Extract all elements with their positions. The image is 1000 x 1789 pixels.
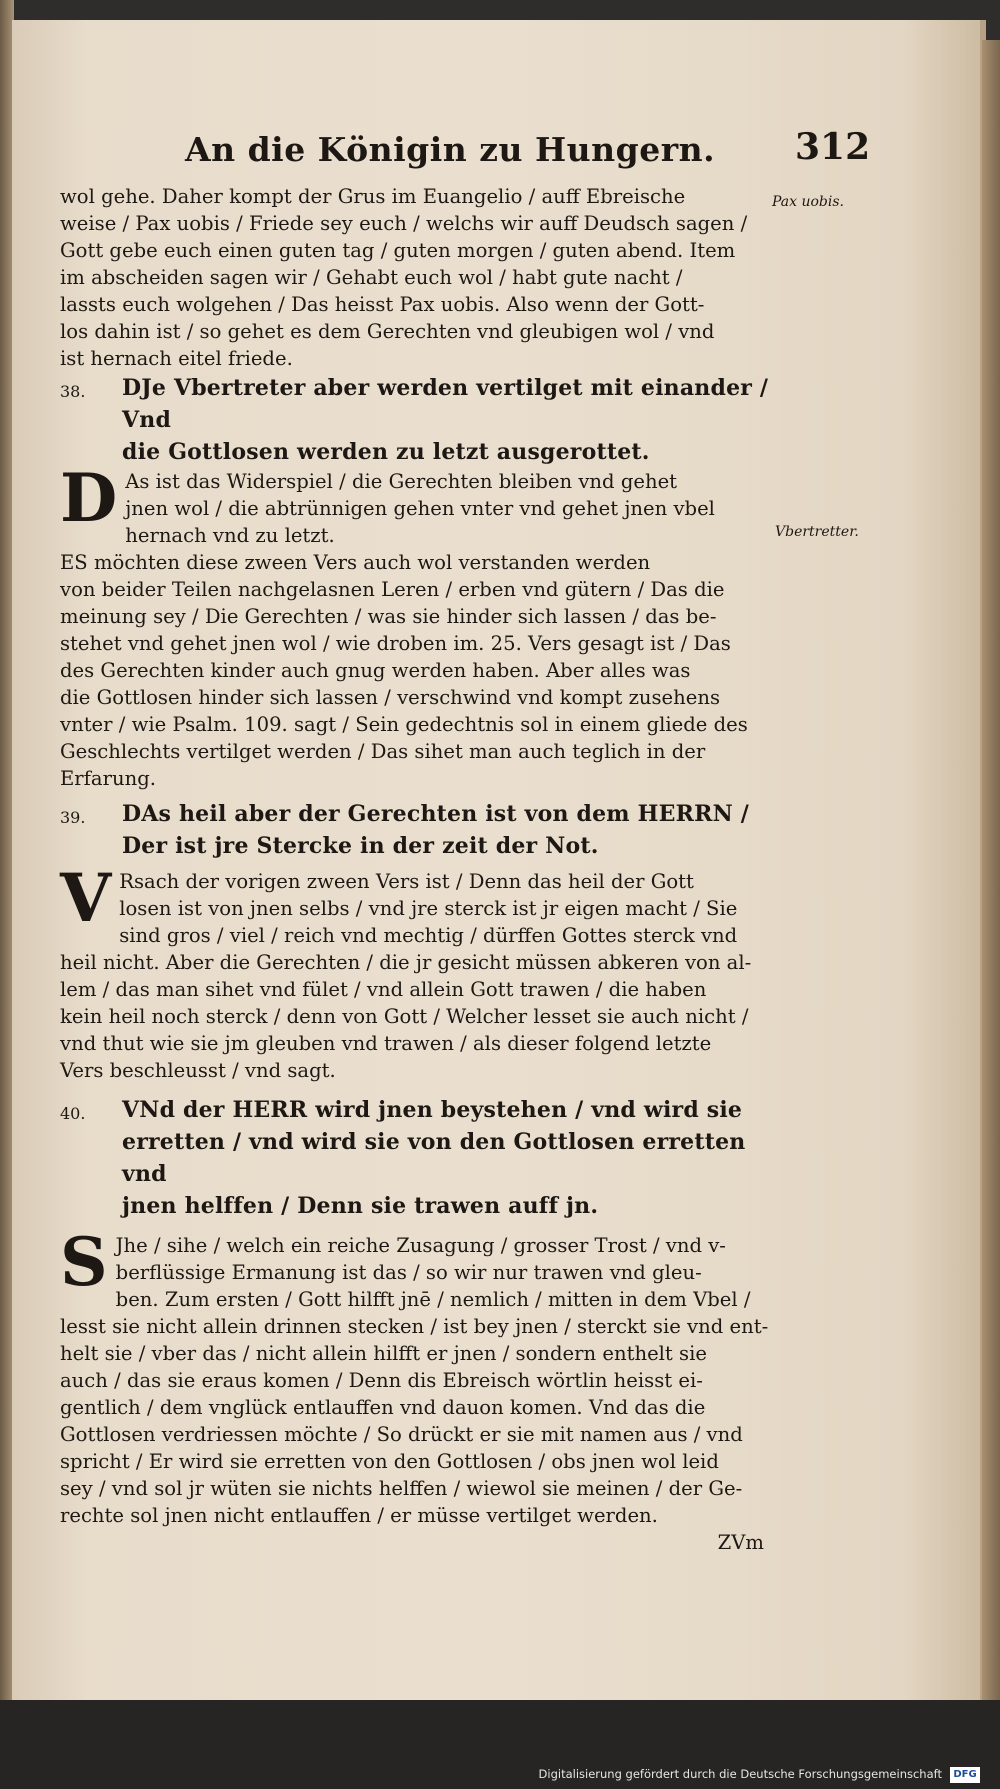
text-line: spricht / Er wird sie erretten von den Gottlosen / obs jnen wol leid xyxy=(60,1450,719,1473)
drop-cap: V xyxy=(60,859,112,937)
text-line: Erfarung. xyxy=(60,767,156,790)
verse-block xyxy=(60,1094,770,1222)
text-line: jnen wol / die abtrünnigen gehen vnter vnd gehet jnen vbel xyxy=(125,497,715,520)
verse-text xyxy=(122,798,749,862)
text-line: As ist das Widerspiel / die Gerechten bleiben vnd gehet xyxy=(125,470,678,493)
footer-strip xyxy=(0,1700,1000,1789)
verse-block xyxy=(60,798,770,862)
text-line: losen ist von jnen selbs / vnd jre sterck ist jr eigen macht / Sie xyxy=(119,897,738,920)
text-line: heil nicht. Aber die Gerechten / die jr gesicht müssen abkeren von al- xyxy=(60,951,752,974)
verse-number: 40. xyxy=(60,1104,86,1123)
running-head: An die Königin zu Hungern. xyxy=(185,130,716,169)
text-line: Rsach der vorigen zween Vers ist / Denn das heil der Gott xyxy=(119,870,694,893)
margin-note: Vbertretter. xyxy=(775,524,859,540)
verse-line: DJe Vbertreter aber werden vertilget mit einander / Vnd xyxy=(122,375,769,433)
paragraph xyxy=(60,183,770,372)
verse-line: DAs heil aber der Gerechten ist von dem HERRN / xyxy=(122,801,749,827)
paragraph xyxy=(60,459,770,549)
text-line: des Gerechten kinder auch gnug werden haben. Aber alles was xyxy=(60,659,691,682)
text-line: im abscheiden sagen wir / Gehabt euch wol / habt gute nacht / xyxy=(60,266,683,289)
text-line: Jhe / sihe / welch ein reiche Zusagung / grosser Trost / vnd v- xyxy=(115,1234,726,1257)
text-line: rechte sol jnen nicht entlauffen / er müsse vertilget werden. xyxy=(60,1504,658,1527)
drop-cap: S xyxy=(60,1223,108,1301)
verse-line: erretten / vnd wird sie von den Gottlosen erretten vnd xyxy=(122,1129,746,1187)
text-line: ist hernach eitel friede. xyxy=(60,347,293,370)
paragraph xyxy=(60,859,770,1084)
verse-number: 39. xyxy=(60,808,86,827)
text-line: helt sie / vber das / nicht allein hilfft er jnen / sondern enthelt sie xyxy=(60,1342,707,1365)
text-line: hernach vnd zu letzt. xyxy=(125,524,335,547)
text-line: Geschlechts vertilget werden / Das sihet man auch teglich in der xyxy=(60,740,706,763)
text-line: gentlich / dem vnglück entlauffen vnd dauon komen. Vnd das die xyxy=(60,1396,706,1419)
text-line: meinung sey / Die Gerechten / was sie hinder sich lassen / das be- xyxy=(60,605,717,628)
text-line: ES möchten diese zween Vers auch wol verstanden werden xyxy=(60,551,651,574)
verse-line: die Gottlosen werden zu letzt ausgerottet. xyxy=(122,439,650,465)
text-line: lassts euch wolgehen / Das heisst Pax uobis. Also wenn der Gott- xyxy=(60,293,705,316)
text-line: sind gros / viel / reich vnd mechtig / dürffen Gottes sterck vnd xyxy=(119,924,738,947)
text-line: wol gehe. Daher kompt der Grus im Euangelio / auff Ebreische xyxy=(60,185,686,208)
verse-line: Der ist jre Stercke in der zeit der Not. xyxy=(122,833,599,859)
text-line: stehet vnd gehet jnen wol / wie droben im. 25. Vers gesagt ist / Das xyxy=(60,632,731,655)
dfg-logo: DFG xyxy=(950,1767,980,1783)
text-line: berflüssige Ermanung ist das / so wir nur trawen vnd gleu- xyxy=(115,1261,702,1284)
text-line: auch / das sie eraus komen / Denn dis Ebreisch wörtlin heisst ei- xyxy=(60,1369,703,1392)
text-line: vnd thut wie sie jm gleuben vnd trawen / als dieser folgend letzte xyxy=(60,1032,712,1055)
text-line: los dahin ist / so gehet es dem Gerechten vnd gleubigen wol / vnd xyxy=(60,320,715,343)
text-line: die Gottlosen hinder sich lassen / verschwind vnd kompt zusehens xyxy=(60,686,721,709)
text-line: sey / vnd sol jr wüten sie nichts helffen / wiewol sie meinen / der Ge- xyxy=(60,1477,743,1500)
text-line: lesst sie nicht allein drinnen stecken / ist bey jnen / sterckt sie vnd ent- xyxy=(60,1315,769,1338)
text-line: von beider Teilen nachgelasnen Leren / erben vnd gütern / Das die xyxy=(60,578,725,601)
catchword: ZVm xyxy=(717,1531,764,1554)
text-line: Gott gebe euch einen guten tag / guten morgen / guten abend. Item xyxy=(60,239,736,262)
verse-line: VNd der HERR wird jnen beystehen / vnd wird sie xyxy=(122,1097,743,1123)
text-line: Gottlosen verdriessen möchte / So drückt er sie mit namen aus / vnd xyxy=(60,1423,743,1446)
text-line: weise / Pax uobis / Friede sey euch / welchs wir auff Deudsch sagen / xyxy=(60,212,748,235)
text-line: kein heil noch sterck / denn von Gott / Welcher lesset sie auch nicht / xyxy=(60,1005,749,1028)
text-line: Vers beschleusst / vnd sagt. xyxy=(60,1059,336,1082)
margin-note: Pax uobis. xyxy=(772,194,845,210)
page-body xyxy=(60,183,770,1556)
paragraph xyxy=(60,1223,770,1529)
digitization-credit: Digitalisierung gefördert durch die Deutsche Forschungsgemeinschaft xyxy=(538,1767,942,1781)
text-line: lem / das man sihet vnd fület / vnd allein Gott trawen / die haben xyxy=(60,978,707,1001)
text-line: ben. Zum ersten / Gott hilfft jnē / nemlich / mitten in dem Vbel / xyxy=(115,1288,751,1311)
text-line: vnter / wie Psalm. 109. sagt / Sein gedechtnis sol in einem gliede des xyxy=(60,713,748,736)
book-edge-right xyxy=(982,40,1000,1700)
verse-number: 38. xyxy=(60,382,86,401)
verse-line: jnen helffen / Denn sie trawen auff jn. xyxy=(122,1193,599,1219)
verse-block xyxy=(60,372,770,468)
drop-cap: D xyxy=(60,459,118,537)
verse-text xyxy=(122,372,770,468)
paragraph xyxy=(60,549,770,792)
verse-text xyxy=(122,1094,770,1222)
page-number: 312 xyxy=(795,126,871,168)
